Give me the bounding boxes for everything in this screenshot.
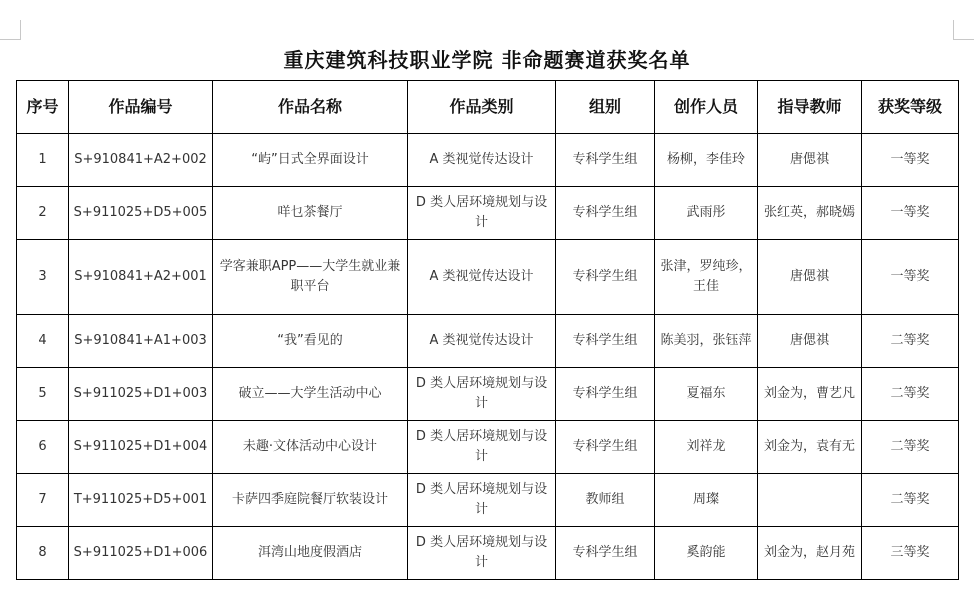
cell-award: 三等奖 — [862, 527, 959, 580]
cell-code: S+910841+A2+001 — [69, 240, 213, 315]
header-cell-code: 作品编号 — [69, 81, 213, 134]
cell-name: 咩乜茶餐厅 — [213, 187, 408, 240]
table-row — [17, 315, 959, 368]
cell-award: 二等奖 — [862, 368, 959, 421]
cell-no: 5 — [17, 368, 69, 421]
page-corner-mark — [0, 39, 20, 40]
page-corner-mark — [953, 20, 974, 40]
cell-group: 专科学生组 — [556, 315, 655, 368]
cell-category: D 类人居环境规划与设计 — [408, 368, 556, 421]
cell-code: S+910841+A1+003 — [69, 315, 213, 368]
cell-creators: 周璨 — [655, 474, 758, 527]
cell-award: 二等奖 — [862, 421, 959, 474]
cell-category: A 类视觉传达设计 — [408, 240, 556, 315]
header-cell-category: 作品类别 — [408, 81, 556, 134]
cell-group: 专科学生组 — [556, 368, 655, 421]
cell-no: 8 — [17, 527, 69, 580]
cell-name: 破立——大学生活动中心 — [213, 368, 408, 421]
table-row — [17, 474, 959, 527]
table-row — [17, 240, 959, 315]
cell-teachers: 刘金为，曹艺凡 — [758, 368, 862, 421]
cell-code: S+910841+A2+002 — [69, 134, 213, 187]
header-cell-name: 作品名称 — [213, 81, 408, 134]
cell-code: T+911025+D5+001 — [69, 474, 213, 527]
table-row — [17, 134, 959, 187]
cell-award: 二等奖 — [862, 315, 959, 368]
cell-creators: 张津，罗纯珍，王佳 — [655, 240, 758, 315]
cell-creators: 奚韵能 — [655, 527, 758, 580]
cell-teachers: 刘金为，袁有无 — [758, 421, 862, 474]
header-cell-award: 获奖等级 — [862, 81, 959, 134]
cell-category: A 类视觉传达设计 — [408, 315, 556, 368]
cell-category: D 类人居环境规划与设计 — [408, 187, 556, 240]
page-corner-mark — [0, 20, 21, 40]
cell-no: 3 — [17, 240, 69, 315]
page-corner-mark — [954, 39, 974, 40]
cell-code: S+911025+D1+006 — [69, 527, 213, 580]
cell-creators: 武雨彤 — [655, 187, 758, 240]
cell-teachers: 唐偲祺 — [758, 240, 862, 315]
cell-name: “我”看见的 — [213, 315, 408, 368]
cell-no: 1 — [17, 134, 69, 187]
cell-code: S+911025+D1+004 — [69, 421, 213, 474]
page-title: 重庆建筑科技职业学院 非命题赛道获奖名单 — [283, 48, 691, 72]
cell-creators: 刘祥龙 — [655, 421, 758, 474]
cell-no: 6 — [17, 421, 69, 474]
awards-table — [16, 80, 959, 580]
cell-name: 卡萨四季庭院餐厅软装设计 — [213, 474, 408, 527]
cell-award: 一等奖 — [862, 187, 959, 240]
cell-category: D 类人居环境规划与设计 — [408, 527, 556, 580]
cell-no: 7 — [17, 474, 69, 527]
cell-teachers: 刘金为，赵月苑 — [758, 527, 862, 580]
cell-group: 专科学生组 — [556, 240, 655, 315]
table-row — [17, 527, 959, 580]
table-row — [17, 187, 959, 240]
cell-creators: 陈美羽，张钰萍 — [655, 315, 758, 368]
table-row — [17, 421, 959, 474]
cell-creators: 夏福东 — [655, 368, 758, 421]
cell-group: 专科学生组 — [556, 527, 655, 580]
cell-group: 专科学生组 — [556, 421, 655, 474]
cell-category: D 类人居环境规划与设计 — [408, 421, 556, 474]
cell-name: 未趣·文体活动中心设计 — [213, 421, 408, 474]
header-cell-no: 序号 — [17, 81, 69, 134]
cell-award: 二等奖 — [862, 474, 959, 527]
cell-category: A 类视觉传达设计 — [408, 134, 556, 187]
cell-teachers: 唐偲祺 — [758, 134, 862, 187]
cell-category: D 类人居环境规划与设计 — [408, 474, 556, 527]
table-row — [17, 368, 959, 421]
cell-group: 专科学生组 — [556, 134, 655, 187]
cell-award: 一等奖 — [862, 134, 959, 187]
cell-award: 一等奖 — [862, 240, 959, 315]
cell-group: 专科学生组 — [556, 187, 655, 240]
cell-code: S+911025+D5+005 — [69, 187, 213, 240]
cell-name: 学客兼职APP——大学生就业兼职平台 — [213, 240, 408, 315]
header-cell-group: 组别 — [556, 81, 655, 134]
cell-group: 教师组 — [556, 474, 655, 527]
cell-teachers — [758, 474, 862, 527]
cell-name: 洱湾山地度假酒店 — [213, 527, 408, 580]
cell-teachers: 唐偲祺 — [758, 315, 862, 368]
cell-teachers: 张红英，郝晓嫣 — [758, 187, 862, 240]
table-header-row — [17, 81, 959, 134]
cell-code: S+911025+D1+003 — [69, 368, 213, 421]
cell-no: 4 — [17, 315, 69, 368]
header-cell-creators: 创作人员 — [655, 81, 758, 134]
cell-creators: 杨柳，李佳玲 — [655, 134, 758, 187]
header-cell-teachers: 指导教师 — [758, 81, 862, 134]
cell-name: “屿”日式全界面设计 — [213, 134, 408, 187]
cell-no: 2 — [17, 187, 69, 240]
